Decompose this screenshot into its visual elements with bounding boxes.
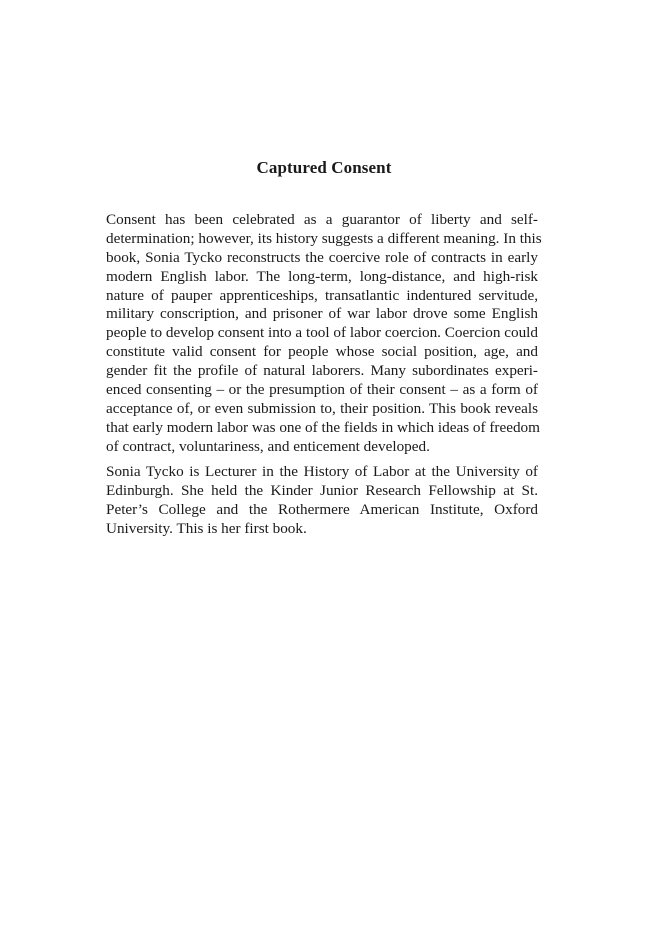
abstract-line: nature of pauper apprenticeships, transatlantic indentured servitude, [106, 286, 538, 304]
bio-line: University. This is her first book. [106, 519, 307, 537]
abstract-line: acceptance of, or even submission to, their position. This book reveals [106, 399, 538, 417]
bio-line: Peter’s College and the Rothermere American Institute, Oxford [106, 500, 538, 518]
author-bio [106, 463, 538, 539]
abstract-line: of contract, voluntariness, and enticement developed. [106, 437, 430, 455]
bio-line: Edinburgh. She held the Kinder Junior Research Fellowship at St. [106, 481, 538, 499]
abstract-line: military conscription, and prisoner of war labor drove some English [106, 305, 538, 323]
abstract-line: constitute valid consent for people whose social position, age, and [106, 343, 538, 361]
abstract-line: that early modern labor was one of the fields in which ideas of freedom [106, 418, 540, 436]
bio-line: Sonia Tycko is Lecturer in the History of Labor at the University of [106, 463, 538, 480]
book-abstract [106, 211, 542, 457]
abstract-line: enced consenting – or the presumption of their consent – as a form of [106, 381, 538, 399]
book-title: Captured Consent [256, 158, 392, 177]
abstract-line: Consent has been celebrated as a guarantor of liberty and self- [106, 211, 538, 228]
abstract-line: modern English labor. The long-term, long-distance, and high-risk [106, 267, 538, 285]
abstract-line: people to develop consent into a tool of labor coercion. Coercion could [106, 324, 538, 342]
abstract-line: book, Sonia Tycko reconstructs the coercive role of contracts in early [106, 248, 538, 266]
abstract-line: gender fit the profile of natural laborers. Many subordinates experi- [106, 362, 538, 380]
abstract-line: determination; however, its history suggests a different meaning. In this [106, 229, 542, 247]
